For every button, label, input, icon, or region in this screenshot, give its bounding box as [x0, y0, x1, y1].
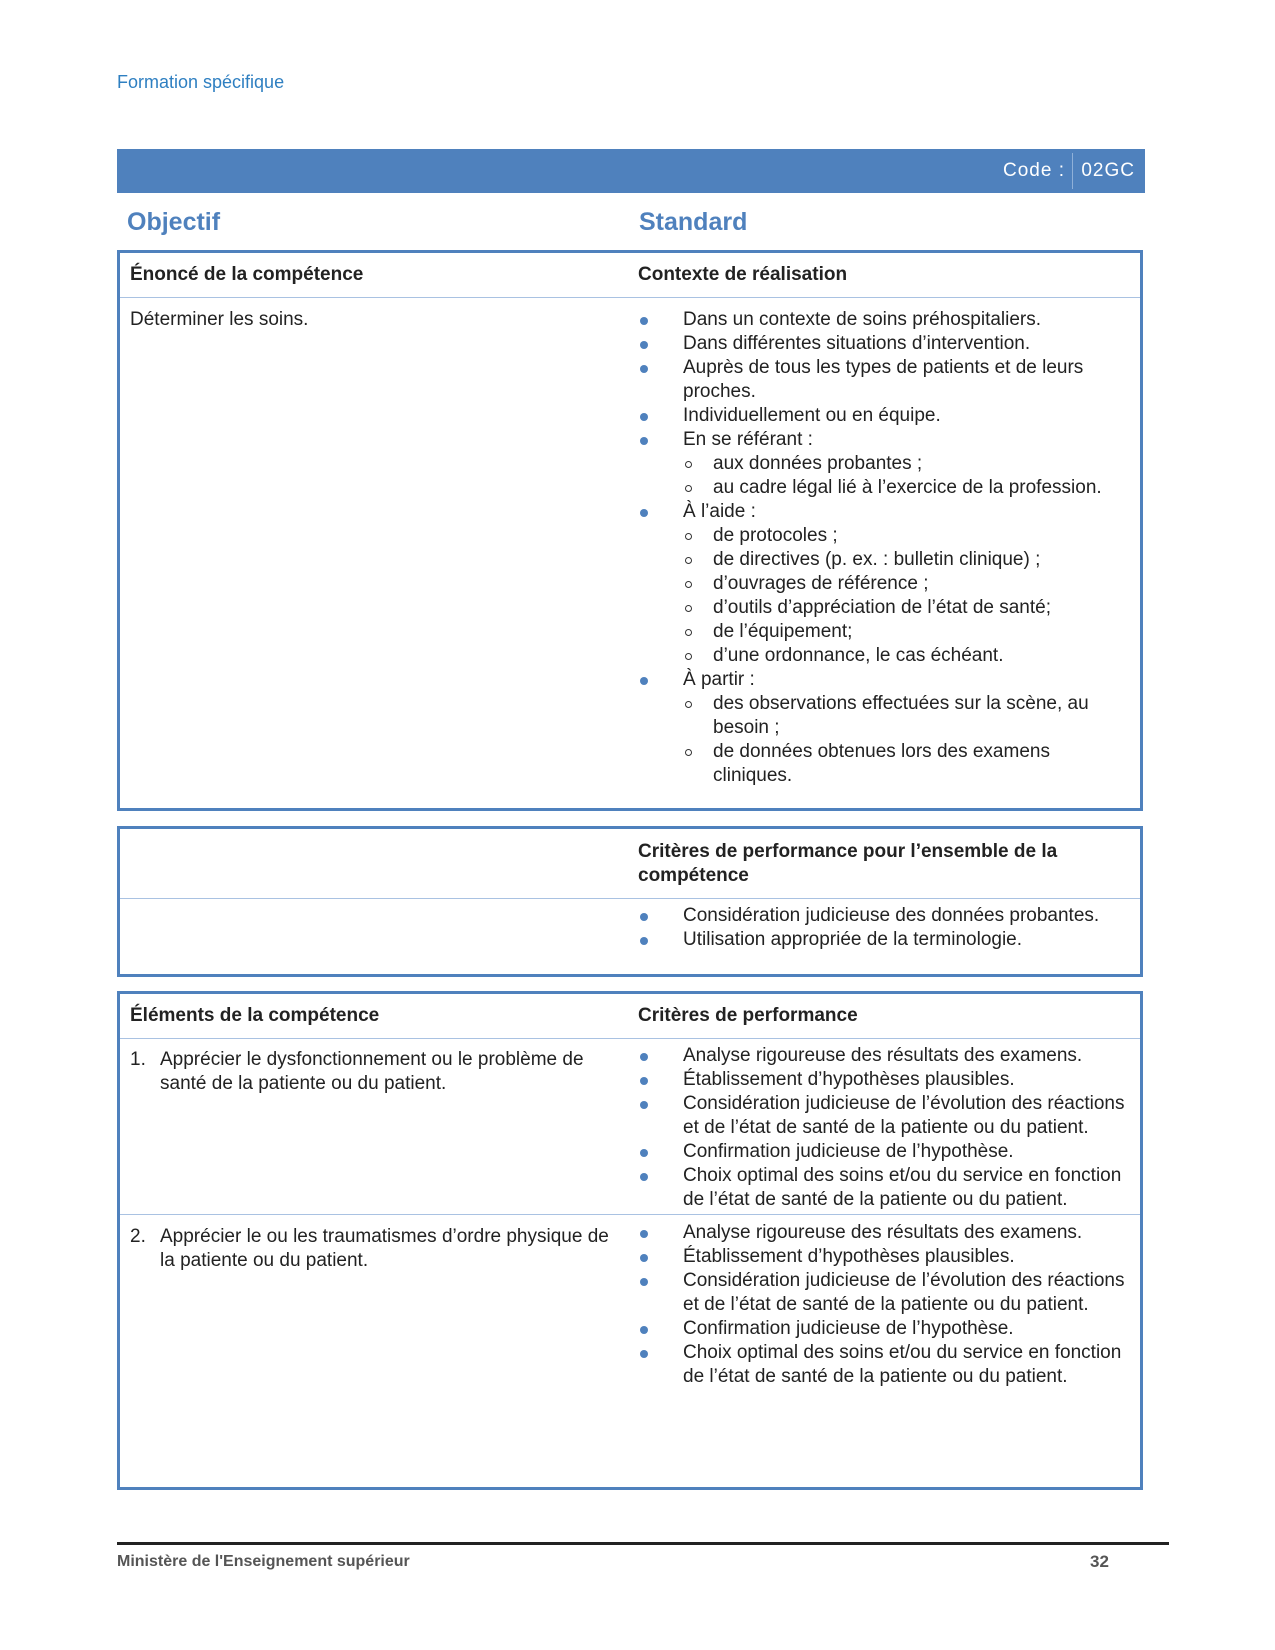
sub-bullet-text: des observations effectuées sur la scène, au besoin ; — [713, 693, 1089, 738]
column-title-standard: Standard — [639, 208, 748, 236]
sub-bullet-text: de protocoles ; — [713, 525, 838, 546]
element-cell — [120, 1044, 630, 1212]
bullet-text: Considération judicieuse des données probantes. — [683, 905, 1100, 926]
bullet-icon — [640, 365, 648, 373]
elements-rows — [120, 1039, 1140, 1391]
bullet-text: Dans un contexte de soins préhospitaliers. — [683, 309, 1042, 330]
circle-bullet-icon — [685, 485, 692, 492]
criteria-cell — [630, 1044, 1140, 1212]
criteria-cell — [630, 1221, 1140, 1389]
table-row — [120, 298, 1140, 788]
list-item — [638, 332, 1130, 356]
criterion-text: Confirmation judicieuse de l’hypothèse. — [683, 1318, 1014, 1339]
circle-bullet-icon — [685, 749, 692, 756]
element-item — [130, 1048, 620, 1096]
bullet-icon — [640, 1230, 648, 1238]
sub-list-item — [683, 548, 1130, 572]
bullet-icon — [640, 1254, 648, 1262]
competence-context-table — [117, 250, 1143, 811]
criterion-text: Confirmation judicieuse de l’hypothèse. — [683, 1141, 1014, 1162]
header-title: Formation spécifique — [117, 72, 285, 92]
sub-bullet-text: de l’équipement; — [713, 621, 853, 642]
criteria-list — [638, 1044, 1130, 1212]
list-item — [638, 668, 1130, 788]
element-list — [130, 1048, 620, 1096]
element-cell — [120, 1221, 630, 1389]
circle-bullet-icon — [685, 461, 692, 468]
criteria-header: Critères de performance — [638, 1005, 858, 1026]
circle-bullet-icon — [685, 581, 692, 588]
sub-list-item — [683, 524, 1130, 548]
bullet-text: Individuellement ou en équipe. — [683, 405, 941, 426]
footer-rule — [117, 1542, 1169, 1545]
sub-bullet-text: d’outils d’appréciation de l’état de santé; — [713, 597, 1052, 618]
bullet-icon — [640, 509, 648, 517]
element-number: 1. — [130, 1049, 146, 1070]
bullet-icon — [640, 677, 648, 685]
bullet-icon — [640, 317, 648, 325]
code-value: 02GC — [1081, 160, 1135, 181]
page-number: 32 — [1090, 1552, 1109, 1571]
overall-criteria-table — [117, 826, 1143, 977]
list-item — [638, 1092, 1130, 1140]
sub-list-item — [683, 476, 1130, 500]
circle-bullet-icon — [685, 629, 692, 636]
list-item — [638, 500, 1130, 668]
list-item — [638, 1221, 1130, 1245]
bullet-text: À partir : — [683, 669, 755, 690]
element-item — [130, 1225, 620, 1273]
bullet-icon — [640, 913, 648, 921]
criterion-text: Choix optimal des soins et/ou du service en fonction de l’état de santé de la patiente ou du patient. — [683, 1165, 1122, 1210]
sub-bullet-text: de données obtenues lors des examens cliniques. — [713, 741, 1050, 786]
sub-bullet-text: d’une ordonnance, le cas échéant. — [713, 645, 1004, 666]
list-item — [638, 356, 1130, 404]
overall-criteria-list — [638, 904, 1130, 952]
table-header-row — [120, 994, 1140, 1039]
column-title-objectif: Objectif — [127, 208, 221, 236]
sub-bullet-text: de directives (p. ex. : bulletin clinique) ; — [713, 549, 1041, 570]
circle-bullet-icon — [685, 701, 692, 708]
overall-criteria-cell — [630, 904, 1140, 952]
sub-list-item — [683, 740, 1130, 788]
element-text: Apprécier le dysfonctionnement ou le problème de santé de la patiente ou du patient. — [160, 1049, 584, 1094]
statement-header: Énoncé de la compétence — [130, 264, 364, 285]
list-item — [638, 1341, 1130, 1389]
sub-bullet-text: au cadre légal lié à l’exercice de la profession. — [713, 477, 1102, 498]
bullet-icon — [640, 413, 648, 421]
element-text: Apprécier le ou les traumatismes d’ordre physique de la patiente ou du patient. — [160, 1226, 609, 1271]
list-item — [638, 1164, 1130, 1212]
list-item — [638, 1140, 1130, 1164]
list-item — [638, 428, 1130, 500]
criterion-text: Établissement d’hypothèses plausibles. — [683, 1069, 1015, 1090]
list-item — [638, 308, 1130, 332]
circle-bullet-icon — [685, 557, 692, 564]
footer-ministry: Ministère de l'Enseignement supérieur — [117, 1553, 410, 1570]
table-header-row — [120, 253, 1140, 298]
empty-cell — [120, 904, 630, 952]
list-item — [638, 1317, 1130, 1341]
bullet-icon — [640, 937, 648, 945]
bullet-text: En se référant : — [683, 429, 813, 450]
sub-list-item — [683, 452, 1130, 476]
list-item — [638, 404, 1130, 428]
bullet-icon — [640, 1278, 648, 1286]
sub-list-item — [683, 692, 1130, 740]
list-item — [638, 928, 1130, 952]
code-bar — [117, 149, 1145, 193]
criterion-text: Considération judicieuse de l’évolution des réactions et de l’état de santé de la patiente ou du patient. — [683, 1093, 1125, 1138]
sub-list-item — [683, 620, 1130, 644]
sub-list — [683, 692, 1130, 788]
element-list — [130, 1225, 620, 1273]
criterion-text: Analyse rigoureuse des résultats des examens. — [683, 1045, 1083, 1066]
bullet-text: Dans différentes situations d’intervention. — [683, 333, 1031, 354]
bullet-icon — [640, 1149, 648, 1157]
list-item — [638, 904, 1130, 928]
bullet-icon — [640, 1077, 648, 1085]
overall-criteria-header: Critères de performance pour l’ensemble de la compétence — [638, 840, 1058, 886]
sub-list — [683, 524, 1130, 668]
circle-bullet-icon — [685, 605, 692, 612]
elements-criteria-table — [117, 991, 1143, 1490]
circle-bullet-icon — [685, 653, 692, 660]
bullet-icon — [640, 341, 648, 349]
bullet-icon — [640, 1053, 648, 1061]
context-list-cell — [630, 308, 1140, 788]
code-divider — [1072, 153, 1073, 189]
table-row — [120, 1039, 1140, 1215]
sub-bullet-text: d’ouvrages de référence ; — [713, 573, 929, 594]
element-number: 2. — [130, 1226, 146, 1247]
competence-statement: Déterminer les soins. — [130, 309, 309, 330]
circle-bullet-icon — [685, 533, 692, 540]
sub-list-item — [683, 596, 1130, 620]
context-bullet-list — [638, 308, 1130, 788]
bullet-icon — [640, 1350, 648, 1358]
criterion-text: Considération judicieuse de l’évolution des réactions et de l’état de santé de la patiente ou du patient. — [683, 1270, 1125, 1315]
sub-list-item — [683, 572, 1130, 596]
table-row — [120, 899, 1140, 952]
bullet-icon — [640, 437, 648, 445]
criterion-text: Établissement d’hypothèses plausibles. — [683, 1246, 1015, 1267]
bullet-text: Utilisation appropriée de la terminologie. — [683, 929, 1023, 950]
bullet-text: Auprès de tous les types de patients et de leurs proches. — [683, 357, 1084, 402]
sub-list — [683, 452, 1130, 500]
sub-list-item — [683, 644, 1130, 668]
list-item — [638, 1044, 1130, 1068]
criterion-text: Analyse rigoureuse des résultats des examens. — [683, 1222, 1083, 1243]
criterion-text: Choix optimal des soins et/ou du service en fonction de l’état de santé de la patiente ou du patient. — [683, 1342, 1122, 1387]
elements-header: Éléments de la compétence — [130, 1005, 380, 1026]
context-header: Contexte de réalisation — [638, 264, 848, 285]
bullet-icon — [640, 1101, 648, 1109]
list-item — [638, 1068, 1130, 1092]
sub-bullet-text: aux données probantes ; — [713, 453, 923, 474]
table-row — [120, 1215, 1140, 1391]
list-item — [638, 1269, 1130, 1317]
criteria-list — [638, 1221, 1130, 1389]
bullet-icon — [640, 1173, 648, 1181]
list-item — [638, 1245, 1130, 1269]
code-label: Code : — [1003, 160, 1065, 181]
bullet-text: À l’aide : — [683, 501, 756, 522]
bullet-icon — [640, 1326, 648, 1334]
table-header-row — [120, 829, 1140, 899]
